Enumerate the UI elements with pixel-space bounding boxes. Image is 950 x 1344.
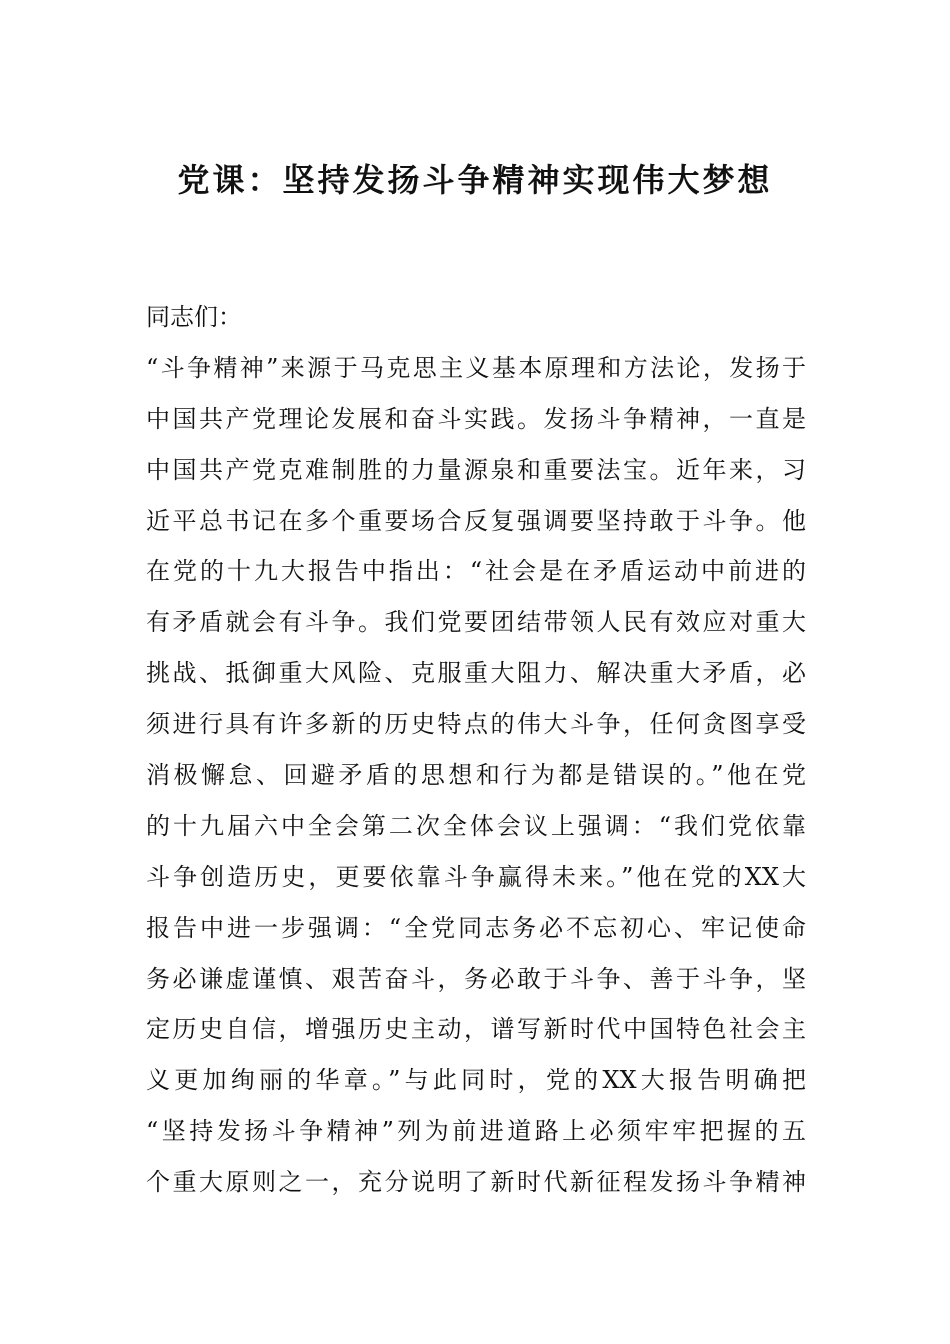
text-line: 须进行具有许多新的历史特点的伟大斗争，任何贪图享受: [146, 710, 806, 739]
text-line: 报告中进一步强调：“全党同志务必不忘初心、牢记使命: [146, 913, 806, 942]
text-line: 个重大原则之一，充分说明了新时代新征程发扬斗争精神: [146, 1168, 806, 1197]
document-title: 党课：坚持发扬斗争精神实现伟大梦想: [177, 161, 773, 199]
text-line: 中国共产党理论发展和奋斗实践。发扬斗争精神，一直是: [146, 404, 806, 433]
text-line: 有矛盾就会有斗争。我们党要团结带领人民有效应对重大: [146, 608, 806, 637]
text-line: 的十九届六中全会第二次全体会议上强调：“我们党依靠: [146, 811, 806, 840]
text-line: 近平总书记在多个重要场合反复强调要坚持敢于斗争。他: [146, 506, 806, 535]
text-line: 中国共产党克难制胜的力量源泉和重要法宝。近年来，习: [146, 455, 806, 484]
paragraph: [146, 343, 806, 1208]
text-line: 定历史自信，增强历史主动，谱写新时代中国特色社会主: [146, 1015, 806, 1044]
text-line: 消极懈怠、回避矛盾的思想和行为都是错误的。”他在党: [146, 761, 806, 790]
text-line: 在党的十九大报告中指出：“社会是在矛盾运动中前进的: [146, 557, 806, 586]
text-line: “坚持发扬斗争精神”列为前进道路上必须牢牢把握的五: [146, 1117, 806, 1146]
text-line: 斗争创造历史，更要依靠斗争赢得未来。”他在党的XX大: [146, 862, 806, 891]
document-body: [146, 292, 806, 1208]
salutation: 同志们：: [146, 303, 242, 331]
text-line: “斗争精神”来源于马克思主义基本原理和方法论，发扬于: [146, 353, 806, 382]
text-line: 义更加绚丽的华章。”与此同时，党的XX大报告明确把: [146, 1066, 806, 1095]
text-line: 务必谦虚谨慎、艰苦奋斗，务必敢于斗争、善于斗争，坚: [146, 964, 806, 993]
text-line: 挑战、抵御重大风险、克服重大阻力、解决重大矛盾，必: [146, 659, 806, 688]
